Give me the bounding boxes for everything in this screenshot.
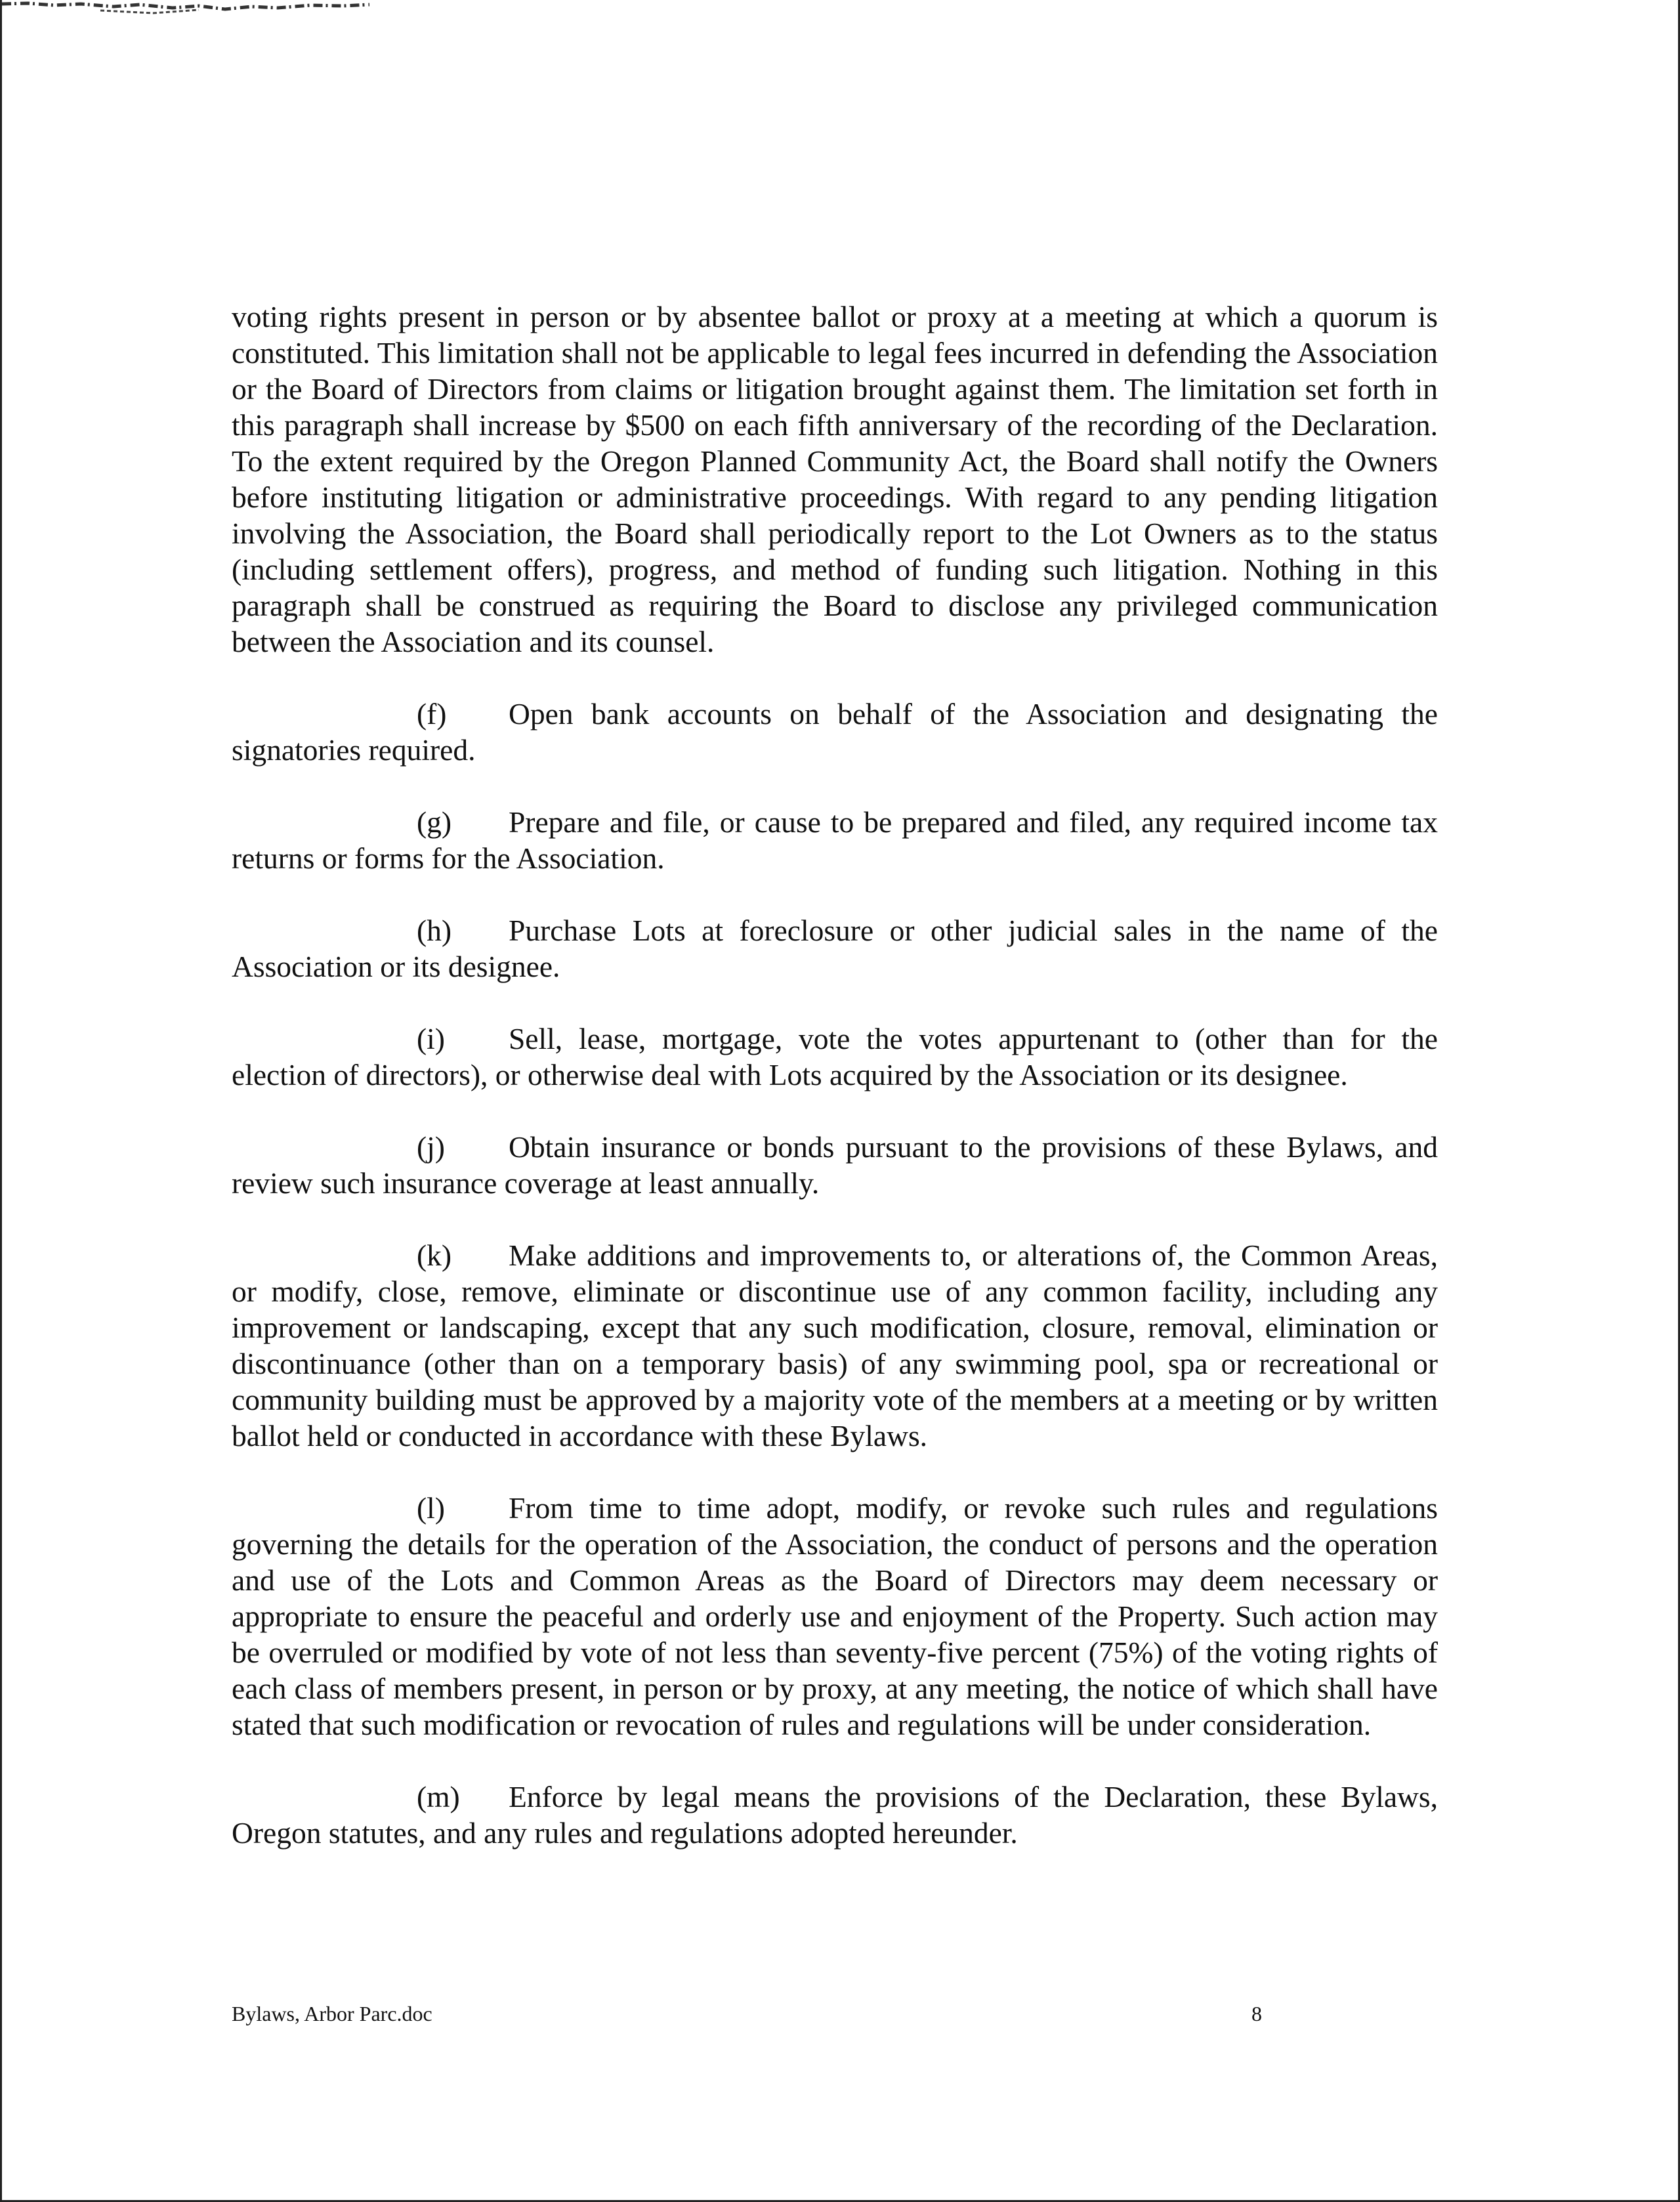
item-label: (l) xyxy=(417,1491,445,1525)
footer-page-number: 8 xyxy=(1251,2002,1262,2025)
continuation-paragraph: voting rights present in person or by absentee ballot or proxy at a meeting at which a quorum is constituted. This limitation shall not be applicable to legal fees incurred in defending the Association or the Board of Directors from claims or litigation brought against them. The limitation set forth in this paragraph shall increase by $500 on each fifth anniversary of the recording of the Declaration. To the extent required by the Oregon Planned Community Act, the Board shall notify the Owners before instituting litigation or administrative proceedings. With regard to any pending litigation involving the Association, the Board shall periodically report to the Lot Owners as to the status (including settlement offers), progress, and method of funding such litigation. Nothing in this paragraph shall be construed as requiring the Board to disclose any privileged communication between the Association and its counsel. xyxy=(232,300,1438,658)
list-item xyxy=(232,1237,1438,1454)
item-text: Obtain insurance or bonds pursuant to the provisions of these Bylaws, and review such insurance coverage at least annually. xyxy=(232,1130,1438,1200)
item-label: (g) xyxy=(417,805,452,839)
item-text: Purchase Lots at foreclosure or other judicial sales in the name of the Association or its designee. xyxy=(232,914,1438,983)
item-label: (k) xyxy=(417,1239,452,1272)
document-body xyxy=(232,299,1438,1887)
list-item xyxy=(232,804,1438,876)
footer-filename: Bylaws, Arbor Parc.doc xyxy=(232,2002,432,2025)
list-item xyxy=(232,1129,1438,1201)
item-text: Sell, lease, mortgage, vote the votes appurtenant to (other than for the election of directors), or otherwise deal with Lots acquired by the Association or its designee. xyxy=(232,1022,1438,1091)
list-item xyxy=(232,912,1438,985)
scan-edge-artifact xyxy=(2,0,369,17)
item-label: (i) xyxy=(417,1022,445,1055)
list-item xyxy=(232,1490,1438,1743)
item-text: From time to time adopt, modify, or revoke such rules and regulations governing the details for the operation of the Association, the conduct of persons and the operation and use of the Lots and Common Areas as the Board of Directors may deem necessary or appropriate to ensure the peaceful and orderly use and enjoyment of the Property. Such action may be overruled or modified by vote of not less than seventy-five percent (75%) of the voting rights of each class of members present, in person or by proxy, at any meeting, the notice of which shall have stated that such modification or revocation of rules and regulations will be under consideration. xyxy=(232,1491,1438,1741)
item-text: Make additions and improvements to, or alterations of, the Common Areas, or modify, close, remove, eliminate or discontinue use of any common facility, including any improvement or landscaping, except that any such modification, closure, removal, elimination or discontinuance (other than on a temporary basis) of any swimming pool, spa or recreational or community building must be approved by a majority vote of the members at a meeting or by written ballot held or conducted in accordance with these Bylaws. xyxy=(232,1239,1438,1452)
list-item xyxy=(232,696,1438,768)
item-label: (m) xyxy=(417,1780,460,1813)
list-item xyxy=(232,1779,1438,1851)
item-label: (f) xyxy=(417,697,447,730)
item-label: (j) xyxy=(417,1130,445,1164)
item-text: Prepare and file, or cause to be prepared and filed, any required income tax returns or forms for the Association. xyxy=(232,805,1438,875)
item-text: Enforce by legal means the provisions of the Declaration, these Bylaws, Oregon statutes, and any rules and regulations adopted hereunder. xyxy=(232,1780,1438,1850)
list-item xyxy=(232,1021,1438,1093)
item-label: (h) xyxy=(417,914,452,947)
item-text: Open bank accounts on behalf of the Association and designating the signatories required. xyxy=(232,697,1438,767)
